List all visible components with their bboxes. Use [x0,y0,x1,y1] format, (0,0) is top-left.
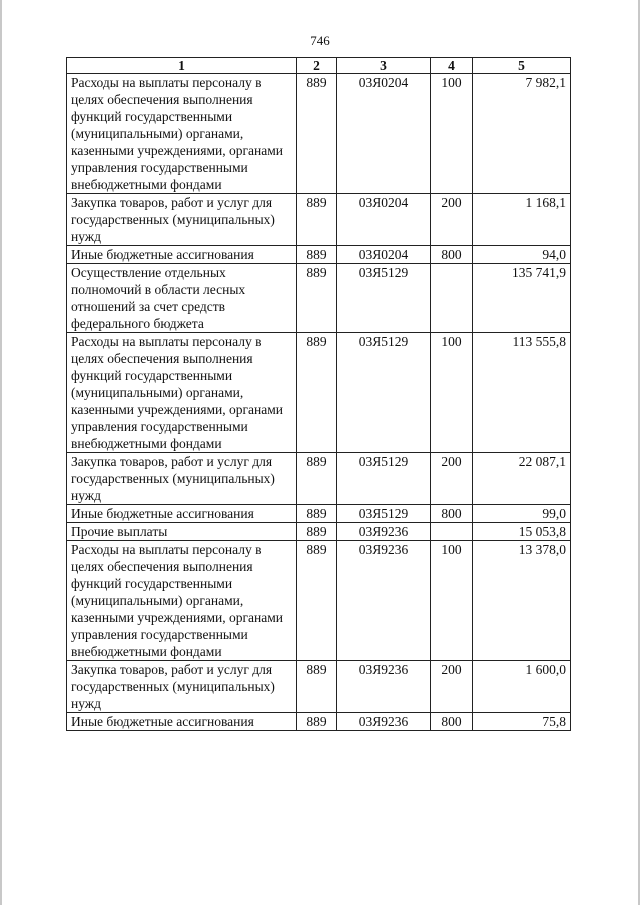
row-expense-type [431,264,473,333]
row-name: Иные бюджетные ассигнования [67,713,297,731]
row-expense-type: 200 [431,661,473,713]
table-row [67,74,571,194]
table-row [67,541,571,661]
table-row [67,264,571,333]
row-target-article: 03Я0204 [337,194,431,246]
header-col-2: 2 [297,58,337,74]
row-name: Расходы на выплаты персоналу в целях обеспечения выполнения функций государственными (муниципальными) органами, казенными учреждениями, органами управления государственными внебюджетными фондами [67,74,297,194]
row-amount: 15 053,8 [473,523,571,541]
table-row [67,194,571,246]
row-name: Закупка товаров, работ и услуг для государственных (муниципальных) нужд [67,194,297,246]
table-row [67,246,571,264]
row-target-article: 03Я5129 [337,333,431,453]
row-expense-type: 200 [431,194,473,246]
row-expense-type [431,523,473,541]
row-amount: 1 168,1 [473,194,571,246]
row-target-article: 03Я5129 [337,453,431,505]
row-name: Прочие выплаты [67,523,297,541]
table-row [67,453,571,505]
row-target-article: 03Я9236 [337,661,431,713]
table-row [67,713,571,731]
row-expense-type: 800 [431,505,473,523]
row-target-article: 03Я0204 [337,74,431,194]
row-expense-type: 200 [431,453,473,505]
table-row [67,333,571,453]
header-col-5: 5 [473,58,571,74]
scan-edge-left [0,0,2,905]
row-expense-type: 100 [431,541,473,661]
row-target-article: 03Я0204 [337,246,431,264]
row-target-article: 03Я9236 [337,523,431,541]
row-name: Закупка товаров, работ и услуг для государственных (муниципальных) нужд [67,453,297,505]
header-col-4: 4 [431,58,473,74]
table-row [67,661,571,713]
row-code: 889 [297,713,337,731]
row-target-article: 03Я9236 [337,713,431,731]
row-name: Иные бюджетные ассигнования [67,505,297,523]
row-amount: 1 600,0 [473,661,571,713]
row-expense-type: 100 [431,74,473,194]
row-expense-type: 800 [431,246,473,264]
row-code: 889 [297,453,337,505]
row-amount: 99,0 [473,505,571,523]
row-amount: 75,8 [473,713,571,731]
header-col-3: 3 [337,58,431,74]
row-name: Расходы на выплаты персоналу в целях обеспечения выполнения функций государственными (муниципальными) органами, казенными учреждениями, органами управления государственными внебюджетными фондами [67,541,297,661]
row-code: 889 [297,523,337,541]
budget-table [66,57,571,731]
row-amount: 22 087,1 [473,453,571,505]
row-code: 889 [297,333,337,453]
header-row [67,58,571,74]
row-name: Осуществление отдельных полномочий в области лесных отношений за счет средств федерального бюджета [67,264,297,333]
header-col-1: 1 [67,58,297,74]
row-code: 889 [297,541,337,661]
row-code: 889 [297,505,337,523]
row-amount: 94,0 [473,246,571,264]
row-expense-type: 800 [431,713,473,731]
row-amount: 113 555,8 [473,333,571,453]
row-target-article: 03Я9236 [337,541,431,661]
row-amount: 135 741,9 [473,264,571,333]
row-target-article: 03Я5129 [337,264,431,333]
row-target-article: 03Я5129 [337,505,431,523]
page-number: 746 [310,33,330,48]
row-code: 889 [297,194,337,246]
row-amount: 13 378,0 [473,541,571,661]
row-code: 889 [297,264,337,333]
row-expense-type: 100 [431,333,473,453]
table-row [67,523,571,541]
row-name: Закупка товаров, работ и услуг для государственных (муниципальных) нужд [67,661,297,713]
row-code: 889 [297,246,337,264]
row-code: 889 [297,661,337,713]
row-code: 889 [297,74,337,194]
row-name: Иные бюджетные ассигнования [67,246,297,264]
table-row [67,505,571,523]
row-amount: 7 982,1 [473,74,571,194]
row-name: Расходы на выплаты персоналу в целях обеспечения выполнения функций государственными (муниципальными) органами, казенными учреждениями, органами управления государственными внебюджетными фондами [67,333,297,453]
